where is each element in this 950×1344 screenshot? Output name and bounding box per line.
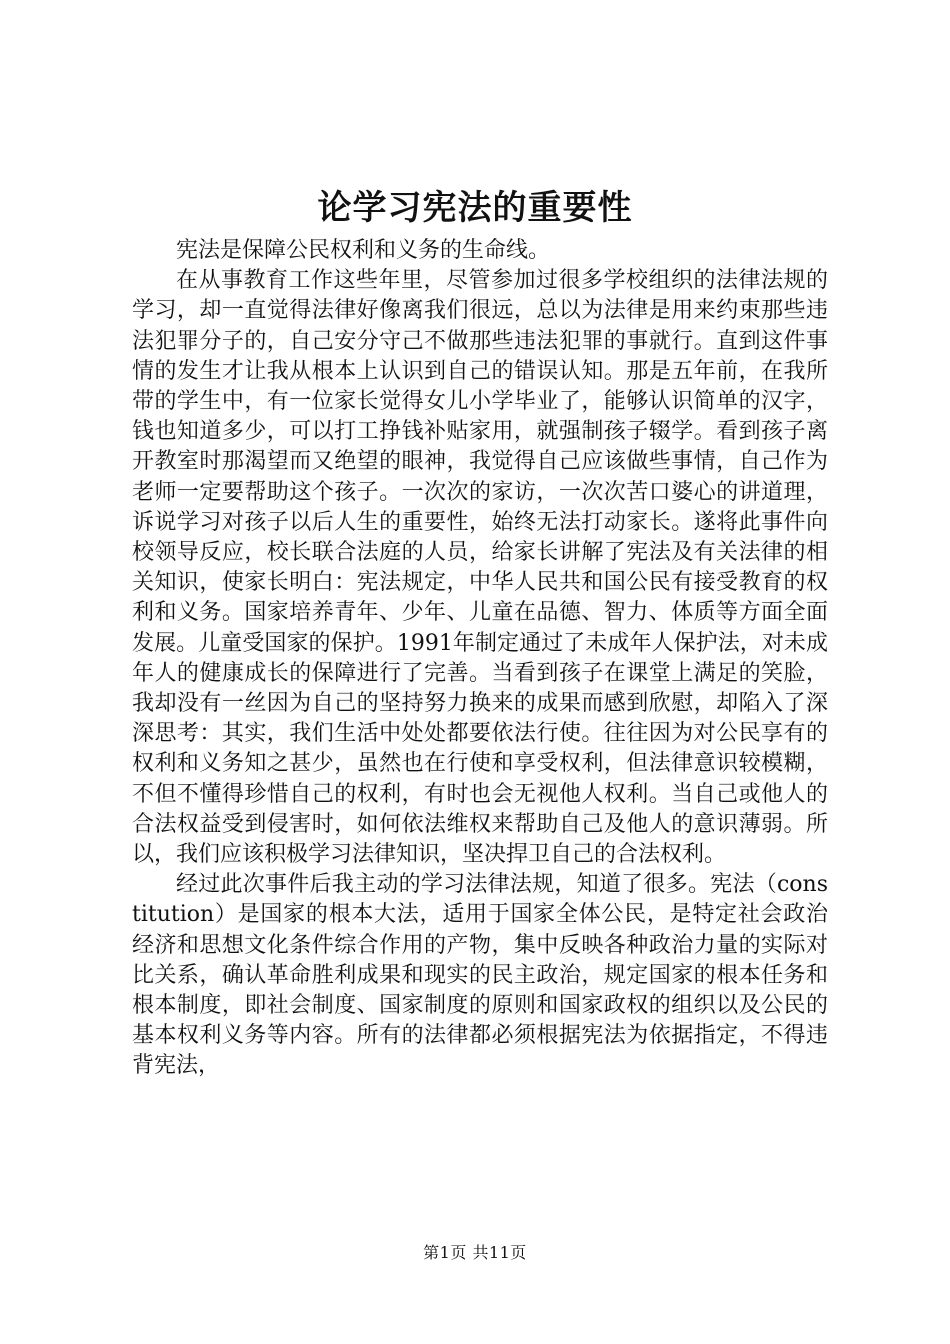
page-number-footer: 第1页 共11页 [423, 1243, 527, 1262]
paragraph-constitution: 经过此次事件后我主动的学习法律法规，知道了很多。宪法（constitution）是国家的根本大法，适用于国家全体公民，是特定社会政治经济和思想文化条件综合作用的产物，集中反映各种政治力量的实际对比关系，确认革命胜利成果和现实的民主政治，规定国家的根本任务和根本制度，即社会制度、国家制度的原则和国家政权的组织以及公民的基本权利义务等内容。所有的法律都必须根据宪法为依据指定，不得违背宪法， [132, 872, 828, 1079]
paragraph-story: 在从事教育工作这些年里，尽管参加过很多学校组织的法律法规的学习，却一直觉得法律好像离我们很远，总以为法律是用来约束那些违法犯罪分子的，自己安分守己不做那些违法犯罪的事就行。直到这件事情的发生才让我从根本上认识到自己的错误认知。那是五年前，在我所带的学生中，有一位家长觉得女儿小学毕业了，能够认识简单的汉字，钱也知道多少，可以打工挣钱补贴家用，就强制孩子辍学。看到孩子离开教室时那渴望而又绝望的眼神，我觉得自己应该做些事情，自己作为老师一定要帮助这个孩子。一次次的家访，一次次苦口婆心的讲道理，诉说学习对孩子以后人生的重要性，始终无法打动家长。遂将此事件向校领导反应，校长联合法庭的人员，给家长讲解了宪法及有关法律的相关知识，使家长明白：宪法规定，中华人民共和国公民有接受教育的权利和义务。国家培养青年、少年、儿童在品德、智力、体质等方面全面发展。儿童受国家的保护。1991年制定通过了未成年人保护法，对未成年人的健康成长的保障进行了完善。当看到孩子在课堂上满足的笑脸，我却没有一丝因为自己的坚持努力换来的成果而感到欣慰，却陷入了深深思考：其实，我们生活中处处都要依法行使。往往因为对公民享有的权利和义务知之甚少，虽然也在行使和享受权利，但法律意识较模糊，不但不懂得珍惜自己的权利，有时也会无视他人权利。当自己或他人的合法权益受到侵害时，如何依法维权来帮助自己及他人的意识薄弱。所以，我们应该积极学习法律知识，坚决捍卫自己的合法权利。 [132, 268, 828, 868]
document-title: 论学习宪法的重要性 [317, 188, 633, 228]
document-body [132, 236, 828, 1082]
paragraph-intro: 宪法是保障公民权利和义务的生命线。 [176, 238, 551, 263]
